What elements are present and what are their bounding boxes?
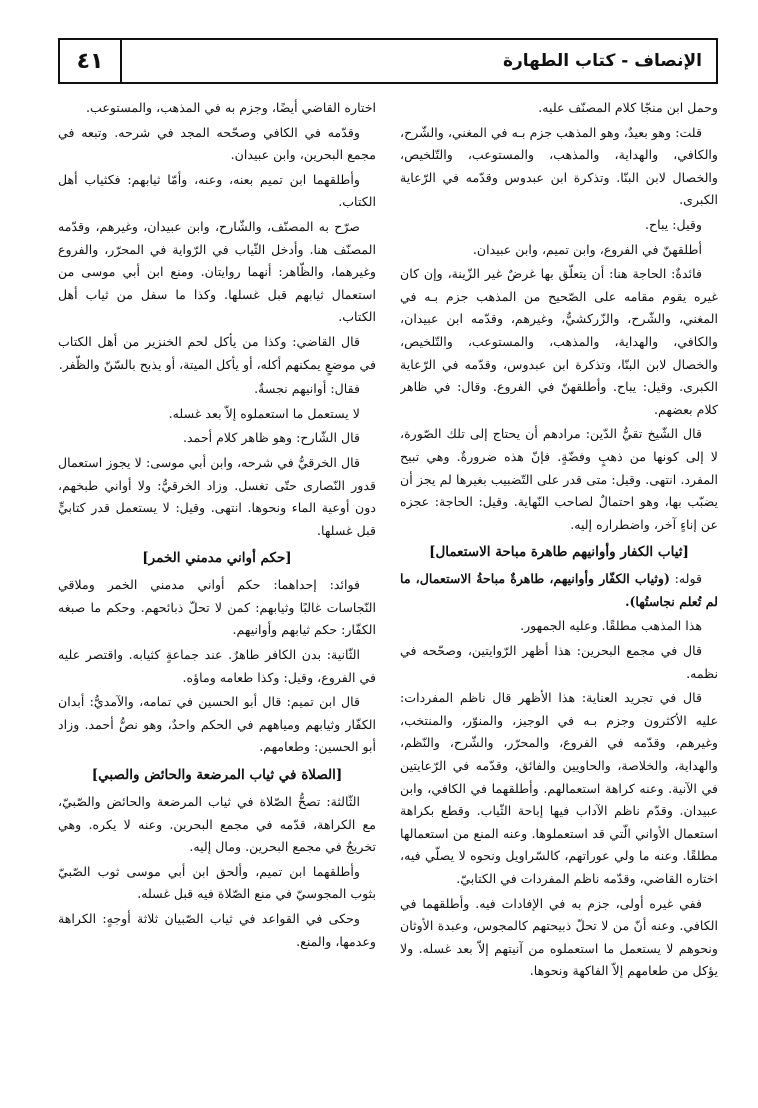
left-column [58, 97, 376, 1087]
section-heading: [الصلاة في ثياب المرضعة والحائض والصبي] [91, 767, 343, 784]
paragraph: فقال: أوانيهم نجسةٌ. [254, 381, 360, 397]
paragraph: قال في مجمع البحرين: هذا أظهر الرّوايتين، وصحّحه في نظمه. [400, 643, 718, 681]
paragraph: قال الشّيخ تقيُّ الدّين: مرادهم أن يحتاج إلى تلك الصّورة، لا إلى كونها من ذهبٍ وفضّةٍ. فإنّ هذه ضرورةٌ. وهي تبيح المفرد. انتهى. وقيل: متى قدر على التّضبيب بغيرها لم يجز أن يضبّب بها، وهو احتمالٌ لصاحب النّهاية. وقيل: الحاجة: عجزه عن إناءٍ آخر، واضطراره إليه. [400, 426, 718, 532]
paragraph: اختاره القاضي أيضًا، وجزم به في المذهب، والمستوعب. [86, 100, 376, 115]
paragraph: الثّالثة: تصحُّ الصّلاة في ثياب المرضعة والحائض والصّبيّ، مع الكراهة، قدّمه في مجمع البحرين. وعنه لا يكره. وهي تخريجٌ في مجمع البحرين. ومال إليه. [58, 794, 376, 855]
paragraph: وقيل: يباح. [645, 216, 702, 232]
running-title: الإنصاف - كتاب الطهارة [502, 51, 702, 71]
paragraph: قال الخرقيُّ في شرحه، وابن أبي موسى: لا يجوز استعمال قدور النّصارى حتّى تغسل. وزاد الخرقيُّ: ولا أواني طبخهم، دون أوعية الماء ونحوها. انتهى. وقيل: لا يستعمل قدر كتابيٍّ قبل غسلها. [58, 454, 376, 538]
quote-label: قوله: [674, 571, 702, 587]
paragraph: أطلقهنّ في الفروع، وابن تميم، وابن عبيدان. [472, 241, 702, 257]
paragraph: وحكى في القواعد في ثياب الصّبيان ثلاثة أوجهٍ: الكراهة وعدمها، والمنع. [58, 911, 376, 949]
section-heading: [ثياب الكفار وأوانيهم طاهرة مباحة الاستعمال] [429, 544, 689, 561]
paragraph: وأطلقهما ابن تميم، وألحق ابن أبي موسى ثوب الصّبيّ بثوب المجوسيّ في منع الصّلاة فيه قبل غسله. [58, 863, 376, 902]
section-heading: [حكم أواني مدمني الخمر] [142, 550, 292, 567]
page-number: ٤١ [76, 48, 104, 74]
paragraph: قال القاضي: وكذا من يأكل لحم الخنزير من أهل الكتاب في موضعٍ يمكنهم أكله، أو يأكل الميتة، أو يذبح بالسّنّ والظّفر. [58, 333, 376, 372]
paragraph: فائدةٌ: الحاجة هنا: أن يتعلّق بها غرضٌ غير الزّينة، وإن كان غيره يقوم مقامه على الصّحيح من المذهب جزم بـه في المغني، والشّرح، والزّركشيُّ، وغيرهم، وقدّمه ابن عبيدان، والكافي، والهداية، والمذهب، والمستوعب، والتّلخيص، والخصال لابن البنّا، وتذكرة ابن عبدوس، وقدّمه في الرّعاية الكبرى. وقيل: يباح. وأطلقهنّ في الفروع. وقال: في ظاهر كلام بعضهم. [400, 266, 718, 417]
paragraph: وحمل ابن منجّا كلام المصنّف عليه. [538, 100, 718, 115]
paragraph: قال في تجريد العناية: هذا الأظهر قال ناظم المفردات: عليه الأكثرون وجزم بـه في الوجيز، والمنوّر، والمنتخب، وغيرهم، وقدّمه في الفروع، والمحرّر، والشّرح، والنّظم، والهداية، والخلاصة، والحاويين والفائق، وقدّمه في الرّعايتين في الآنية. وعنه كراهة استعمالهم. وأطلقهما في الكافي، وابن عبيدان. وقدّم ناظم الآداب فيها إباحة الثّياب. وقطع بكراهة استعمال الأواني الّتي قد استعملوها. وعنه المنع من استعمالها مطلقًا. وعنه ما ولي عوراتهم، كالسّراويل ونحوه لا يصلّي فيه، اختاره القاضي، وقدّمه ناظم المفردات في الكتابيّ. [400, 690, 718, 886]
paragraph-quote [400, 568, 718, 613]
paragraph: الثّانية: بدن الكافر طاهرٌ. عند جماعةٍ كثيابه. واقتصر عليه في الفروع، وقيل: وكذا طعامه وماؤه. [58, 647, 376, 685]
paragraph: قال ابن تميم: قال أبو الحسين في تمامه، والآمديُّ: أبدان الكفّار وثيابهم ومياههم في الحكم واحدٌ، وهو نصُّ أحمد. وزاد أبو الحسين: وطعامهم. [58, 694, 376, 755]
paragraph: لا يستعمل ما استعملوه إلاّ بعد غسله. [168, 405, 360, 421]
paragraph: ففي غيره أولى، جزم به في الإفادات فيه. وأطلقهما في الكافي. وعنه أنّ من لا تحلّ ذبيحتهم كالمجوس، وعبدة الأوثان ونحوهم لا يستعمل ما استعملوه من آنيتهم إلاّ بعد غسله. ولا يؤكل من طعامهم إلاّ الفاكهة ونحوها. [400, 895, 718, 979]
paragraph: قلت: وهو بعيدٌ، وهو المذهب جزم بـه في المغني، والشّرح، والكافي، والهداية، والمذهب، والمستوعب، والتّلخيص، والخصال لابن البنّا. وتذكرة ابن عبدوس وقدّمه في الرّعاية الكبرى. [400, 124, 718, 208]
header-divider [120, 40, 122, 82]
paragraph: هذا المذهب مطلقًا. وعليه الجمهور. [520, 618, 702, 634]
right-column [400, 97, 718, 1087]
paragraph: قال الشّارح: وهو ظاهر كلام أحمد. [182, 430, 360, 446]
quoted-text: (وثياب الكفّار وأوانيهم، طاهرةٌ مباحةُ الاستعمال، ما لم تُعلم نجاستُها). [400, 571, 718, 609]
page-header [58, 38, 718, 84]
paragraph: صرّح به المصنّف، والشّارح، وابن عبيدان، وغيرهم، وقدّمه المصنّف هنا. وأدخل الثّياب في الرّواية في المحرّر، والفروع وغيرهما، والظّاهر: أنهما روايتان. ومنع ابن أبي موسى من استعمال ثيابهم قبل غسلها. وكذا ما سفل من ثياب أهل الكتاب. [58, 218, 376, 325]
paragraph: وقدّمه في الكافي وصحّحه المجد في شرحه. وتبعه في مجمع البحرين، وابن عبيدان. [58, 124, 376, 163]
paragraph: فوائد: إحداهما: حكم أواني مدمني الخمر وملاقي النّجاسات غالبًا وثيابهم: كمن لا تحلّ ذبائحهم. وحكم ما صبغه الكفّار: حكم ثيابهم وأوانيهم. [58, 577, 376, 638]
paragraph: وأطلقهما ابن تميم بعنه، وعنه، وأمّا ثيابهم: فكثياب أهل الكتاب. [58, 171, 376, 210]
